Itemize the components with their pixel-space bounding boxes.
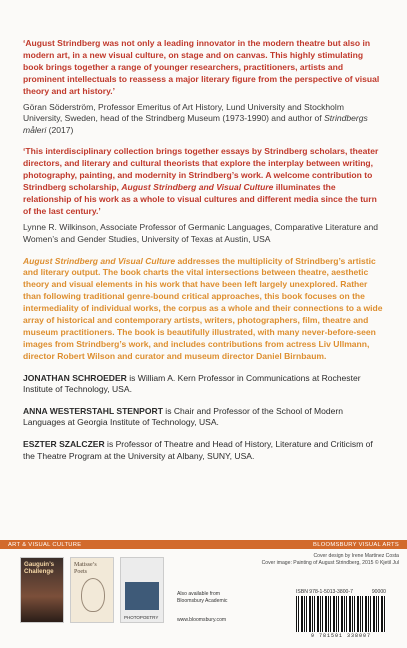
barcode-digits: 9 781501 338007	[310, 633, 371, 639]
cover-credits: Cover design by Irene Martinez Costa Cover image: Painting of August Strindberg, 2015 © Kjetil Jul	[261, 553, 399, 566]
book-thumbnail-matisse: Matisse’s Poets	[70, 557, 114, 623]
quote-1: ‘August Strindberg was not only a leading innovator in the modern theatre but also in modern art, in a new visual culture, on stage and on canvas. This highly stimulating book brings together a range of younger researchers, practitioners, artists and prominent intellectuals to reassess a major literary figure from the perspective of visual theory and art history.’	[23, 38, 380, 96]
series-bar	[0, 540, 407, 549]
book-thumbnail-photopoetry: PHOTOPOETRY 1845-2015	[120, 557, 164, 623]
price-code: 90000	[371, 589, 386, 595]
publisher-website[interactable]: www.bloomsbury.com	[177, 617, 227, 623]
quote-2: ‘This interdisciplinary collection brings together essays by Strindberg scholars, theater directors, and literary and cultural theorists that explore the interplay between writing, photography, painting, and modernity in Strindberg’s work. A welcome contribution to Strindberg scholarship, August Strindberg and Visual Culture illuminates the relationship of his work as a whole to visual cultures and different media since the turn of the last century.’	[23, 146, 379, 216]
book-thumbnail-gauguin: Gauguin’s Challenge	[20, 557, 64, 623]
back-cover-text	[23, 38, 385, 462]
photo-icon	[125, 582, 159, 610]
isbn-row	[296, 589, 386, 595]
isbn-label: ISBN 978-1-5013-3800-7	[296, 589, 353, 595]
editor-bio-2: ANNA WESTERSTAHL STENPORT is Chair and Professor of the School of Modern Languages at Georgia Institute of Technology, USA.	[23, 405, 343, 428]
portrait-sketch-icon	[81, 578, 105, 612]
description: August Strindberg and Visual Culture addresses the multiplicity of Strindberg’s artistic and literary output. The book charts the vital intersections between theatre, aesthetic theory and visual elements in his work that have been left largely unexplored. Rather than following traditional genre-bound critical approaches, this book focuses on the intermediality of individual works, the corpus as a whole and their connections to a wide array of historical and contemporary artists, writers, photographers, film, theatre and museum practitioners. The book is beautifully illustrated, with many never-before-seen images from Strindberg’s work, and includes contributions from actress Liv Ullmann, director Robert Wilson and curator and museum director Daniel Birnbaum.	[23, 255, 383, 361]
editor-bio-3: ESZTER SZALCZER is Professor of Theatre and Head of History, Literature and Criticism of the Theatre Program at the University at Albany, SUNY, USA.	[23, 439, 373, 461]
quote-1-attribution: Göran Söderström, Professor Emeritus of Art History, Lund University and Stockholm University, Sweden, head of the Strindberg Museum (1973-1990) and author of Strindbergs måleri (2017)	[23, 101, 368, 136]
quote-2-attribution: Lynne R. Wilkinson, Associate Professor of Germanic Languages, Comparative Literature and Women’s and Gender Studies, University of Texas at Austin, USA	[23, 221, 379, 244]
barcode	[296, 596, 386, 632]
editor-bio-1: JONATHAN SCHROEDER is William A. Kern Professor in Communications at Rochester Institute of Technology, USA.	[23, 372, 361, 395]
also-available: Also available from Bloomsbury Academic	[177, 591, 228, 604]
publisher-label: BLOOMSBURY VISUAL ARTS	[313, 541, 399, 548]
series-label: ART & VISUAL CULTURE	[8, 541, 82, 548]
bottom-panel	[0, 549, 407, 648]
